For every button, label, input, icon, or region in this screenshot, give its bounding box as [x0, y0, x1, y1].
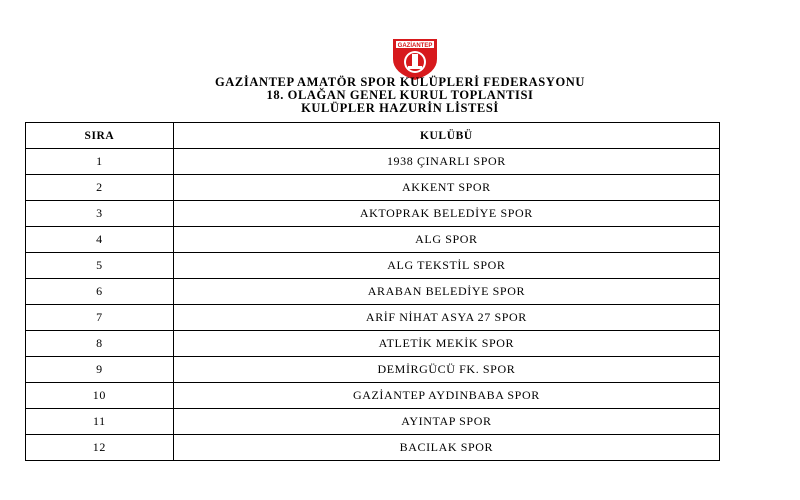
- column-header-kulubu: KULÜBÜ: [173, 123, 719, 149]
- row-number: 1: [26, 149, 174, 175]
- club-name: GAZİANTEP AYDINBABA SPOR: [173, 383, 719, 409]
- table-row: [26, 175, 720, 201]
- club-name: ALG TEKSTİL SPOR: [173, 253, 719, 279]
- table-row: [26, 279, 720, 305]
- table-row: [26, 409, 720, 435]
- logo-text: GAZİANTEP: [397, 43, 433, 49]
- table-header-row: [26, 123, 720, 149]
- clubs-attendance-table: [25, 122, 720, 461]
- row-number: 4: [26, 227, 174, 253]
- club-name: AKKENT SPOR: [173, 175, 719, 201]
- club-name: AKTOPRAK BELEDİYE SPOR: [173, 201, 719, 227]
- row-number: 7: [26, 305, 174, 331]
- document-header: [0, 76, 800, 115]
- row-number: 2: [26, 175, 174, 201]
- table-row: [26, 383, 720, 409]
- club-name: ARABAN BELEDİYE SPOR: [173, 279, 719, 305]
- club-name: AYINTAP SPOR: [173, 409, 719, 435]
- column-header-sira: SIRA: [26, 123, 174, 149]
- table-row: [26, 227, 720, 253]
- table-row: [26, 305, 720, 331]
- club-name: DEMİRGÜCÜ FK. SPOR: [173, 357, 719, 383]
- row-number: 6: [26, 279, 174, 305]
- club-name: ALG SPOR: [173, 227, 719, 253]
- club-name: BACILAK SPOR: [173, 435, 719, 461]
- table-row: [26, 357, 720, 383]
- table-row: [26, 253, 720, 279]
- table-row: [26, 201, 720, 227]
- header-list-title: KULÜPLER HAZURİN LİSTESİ: [301, 101, 499, 115]
- row-number: 12: [26, 435, 174, 461]
- table-row: [26, 435, 720, 461]
- row-number: 10: [26, 383, 174, 409]
- row-number: 8: [26, 331, 174, 357]
- row-number: 3: [26, 201, 174, 227]
- header-meeting-title: 18. OLAĞAN GENEL KURUL TOPLANTISI: [266, 88, 534, 102]
- row-number: 5: [26, 253, 174, 279]
- club-name: 1938 ÇINARLI SPOR: [173, 149, 719, 175]
- header-federation-name: GAZİANTEP AMATÖR SPOR KULÜPLERİ FEDERASYONU: [214, 75, 586, 89]
- row-number: 11: [26, 409, 174, 435]
- row-number: 9: [26, 357, 174, 383]
- table-row: [26, 149, 720, 175]
- club-name: ATLETİK MEKİK SPOR: [173, 331, 719, 357]
- table-row: [26, 331, 720, 357]
- club-name: ARİF NİHAT ASYA 27 SPOR: [173, 305, 719, 331]
